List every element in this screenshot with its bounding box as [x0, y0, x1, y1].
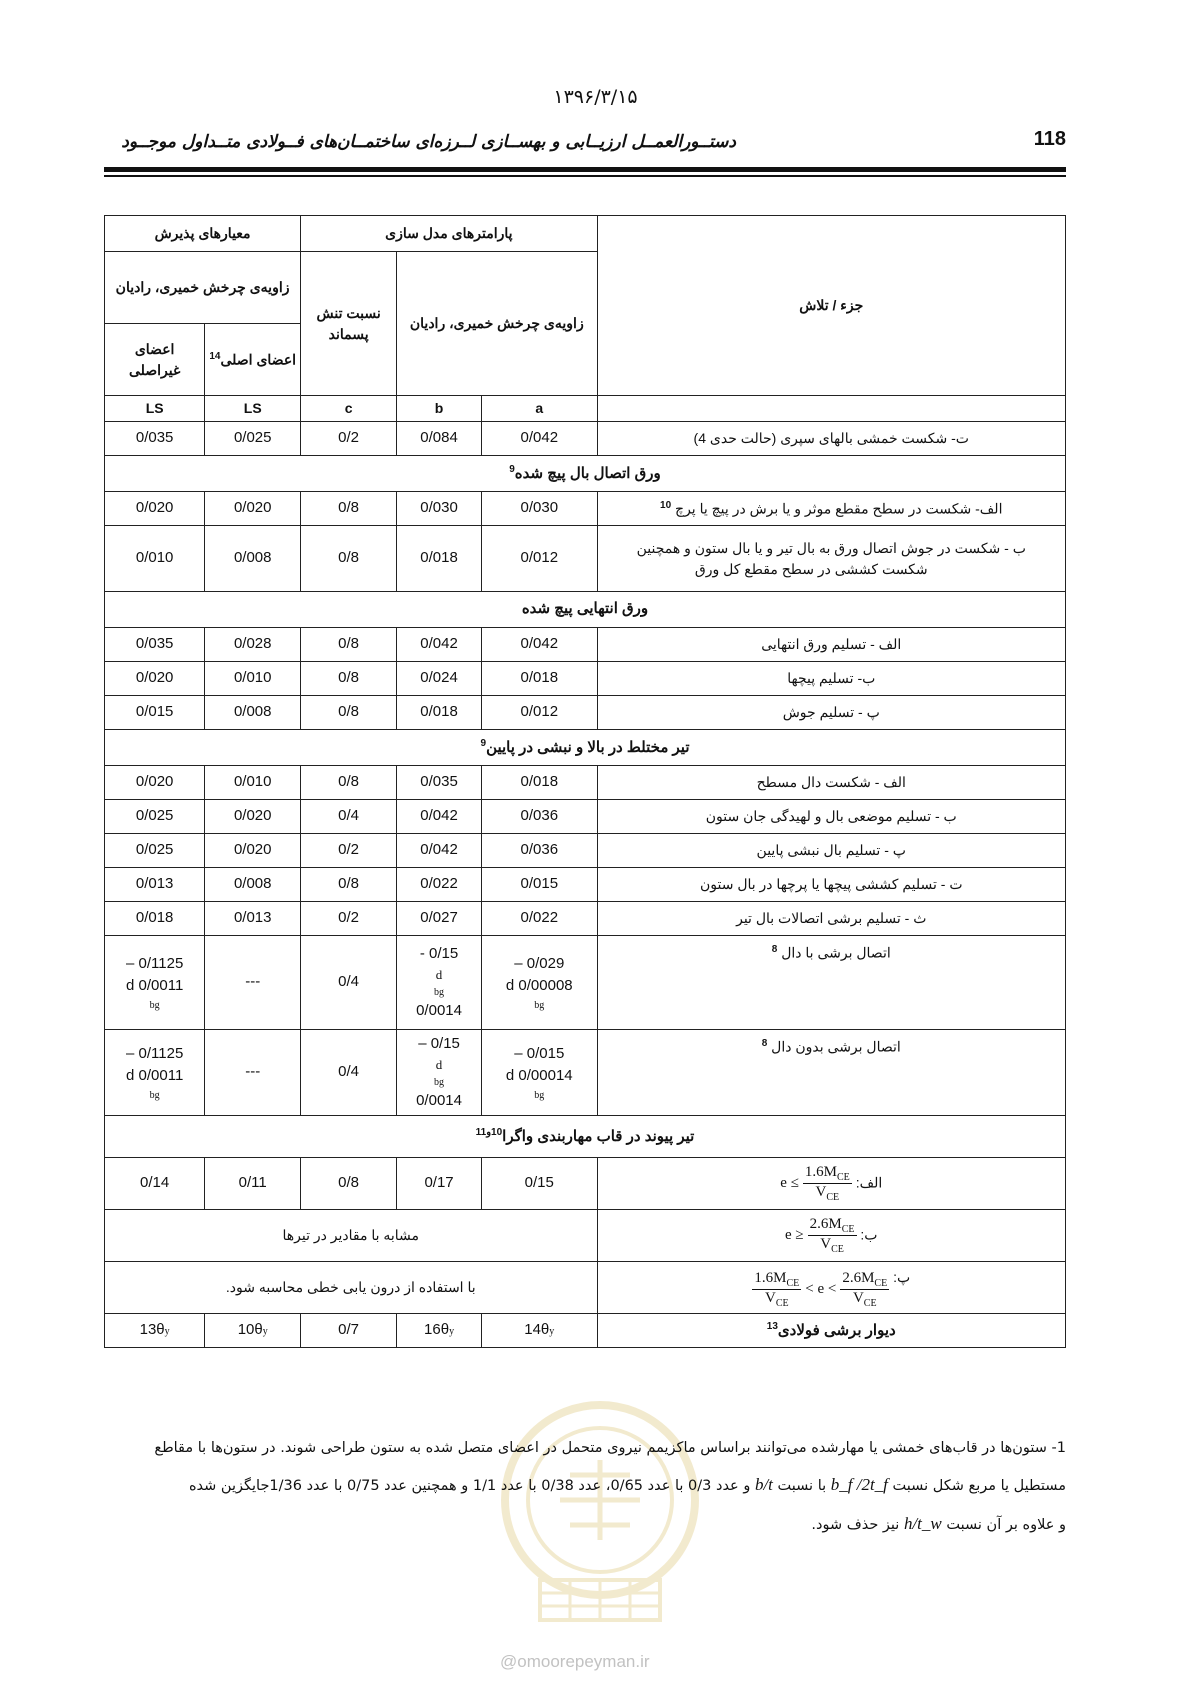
section-row: تیر مختلط در بالا و نبشی در پایین$^9$	[105, 730, 1066, 766]
table-row-shear-noslab: اتصال برشی بدون دال $^8$ 0/015 – 0/00014 d bg 0/15 – d bg 0/0014 0/4 --- 0/1125 – 0/0011 d bg	[105, 1030, 1066, 1116]
table-row: ت- شکست خمشی بالهای سپری (حالت حدی 4) 0/042 0/084 0/2 0/025 0/035	[105, 422, 1066, 456]
table-row: پ - تسلیم جوش 0/012 0/018 0/8 0/008 0/015	[105, 696, 1066, 730]
table-row: الف- شکست در سطح مقطع موثر و یا برش در پیچ یا پرچ $^{10}$ 0/030 0/030 0/8 0/020 0/020	[105, 492, 1066, 526]
table-row: ب - تسلیم موضعی بال و لهیدگی جان ستون 0/036 0/042 0/4 0/020 0/025	[105, 800, 1066, 834]
table-row: الف - شکست دال مسطح 0/018 0/035 0/8 0/010 0/020	[105, 766, 1066, 800]
table-row: ت - تسلیم کششی پیچها یا پرچها در بال ستون 0/015 0/022 0/8 0/008 0/013	[105, 868, 1066, 902]
footnote-line-1: 1- ستون‌ها در قاب‌های خمشی یا مهارشده می‌توانند براساس ماکزیمم نیروی متحمل در اعضای متصل شده به ستون طراحی شوند. در ستون‌ها با مقاطع	[154, 1440, 1066, 1456]
table-row-steel-wall: دیوار برشی فولادی$^{13}$ 14θy 16θy 0/7 10θy 13θy	[105, 1314, 1066, 1348]
footnote	[104, 1432, 1066, 1544]
section-row: تیر پیوند در قاب مهاربندی واگرا$^{10و11}$	[105, 1116, 1066, 1158]
acceptance-criteria-table	[104, 215, 1066, 1348]
table-row: ب - شکست در جوش اتصال ورق به بال تیر و یا بال ستون و همچنین شکست کششی در سطح مقطع کل ورق 0/012 0/018 0/8 0/008 0/010	[105, 526, 1066, 592]
header-plastic-rotation: زاویه‌ی چرخش خمیری، رادیان	[397, 252, 597, 396]
table-row-link-a: الف: e ≤ $\frac{1.6M_{CE}}{V_{CE}}$ 0/15 0/17 0/8 0/11 0/14	[105, 1158, 1066, 1210]
table-row: ث - تسلیم برشی اتصالات بال تیر 0/022 0/027 0/2 0/013 0/018	[105, 902, 1066, 936]
header-rule-thin	[104, 175, 1066, 177]
header-residual-ratio: نسبت تنش پسماند	[301, 252, 397, 396]
col-a: a	[482, 396, 597, 422]
section-row: ورق انتهایی پیچ شده	[105, 592, 1066, 628]
col-ls-primary: LS	[205, 396, 301, 422]
table-row: الف - تسلیم ورق انتهایی 0/042 0/042 0/8 0/028 0/035	[105, 628, 1066, 662]
header-acceptance: معیارهای پذیرش	[105, 216, 301, 252]
page-header	[104, 128, 1066, 160]
table-row-link-p: پ: $\frac{1.6M_{CE}}{V_{CE}}$ < e < $\frac{2.6M_{CE}}{V_{CE}}$ با استفاده از درون یابی خطی محاسبه شود.	[105, 1262, 1066, 1314]
col-b: b	[397, 396, 482, 422]
header-secondary: اعضای غیراصلی	[105, 324, 205, 396]
table-row: ب- تسلیم پیچها 0/018 0/024 0/8 0/010 0/020	[105, 662, 1066, 696]
page-number: 118	[1033, 128, 1066, 150]
header-rule	[104, 167, 1066, 172]
col-ls-secondary: LS	[105, 396, 205, 422]
table-row-link-b: ب: e ≥ $\frac{2.6M_{CE}}{V_{CE}}$ مشابه با مقادیر در تیرها	[105, 1210, 1066, 1262]
header-primary: اعضای اصلی$^{14}$	[205, 324, 301, 396]
footnote-line-3: و علاوه بر آن نسبت h/t_w نیز حذف شود.	[811, 1514, 1066, 1534]
col-c: c	[301, 396, 397, 422]
header-acc-rotation: زاویه‌ی چرخش خمیری، رادیان	[105, 252, 301, 324]
table-row-shear-slab: اتصال برشی با دال $^8$ 0/029 – 0/00008 d bg 0/15 - d bg 0/0014 0/4 --- 0/1125 – 0/0011 d bg	[105, 936, 1066, 1030]
table-row: پ - تسلیم بال نبشی پایین 0/036 0/042 0/2 0/020 0/025	[105, 834, 1066, 868]
section-row: ورق اتصال بال پیچ شده$^9$	[105, 456, 1066, 492]
header-component: جزء / تلاش	[597, 216, 1065, 396]
header-modeling-params: پارامترهای مدل سازی	[301, 216, 597, 252]
header-blank	[597, 396, 1065, 422]
document-title: دستــورالعمــل ارزیــابی و بهســازی لــرزه‌ای ساختمــان‌های فــولادی متــداول موجــود	[121, 132, 736, 152]
watermark-text: @omoorepeyman.ir	[500, 1652, 650, 1671]
footnote-line-2: مستطیل یا مربع شکل نسبت b_f /2t_f با نسبت b/t و عدد 0/3 با عدد 0/65، عدد 0/38 با عدد 1/1 و همچنین عدد 0/75 با عدد 1/36جایگزین شده	[188, 1475, 1066, 1495]
page-date: ۱۳۹۶/۳/۱۵	[553, 86, 638, 108]
